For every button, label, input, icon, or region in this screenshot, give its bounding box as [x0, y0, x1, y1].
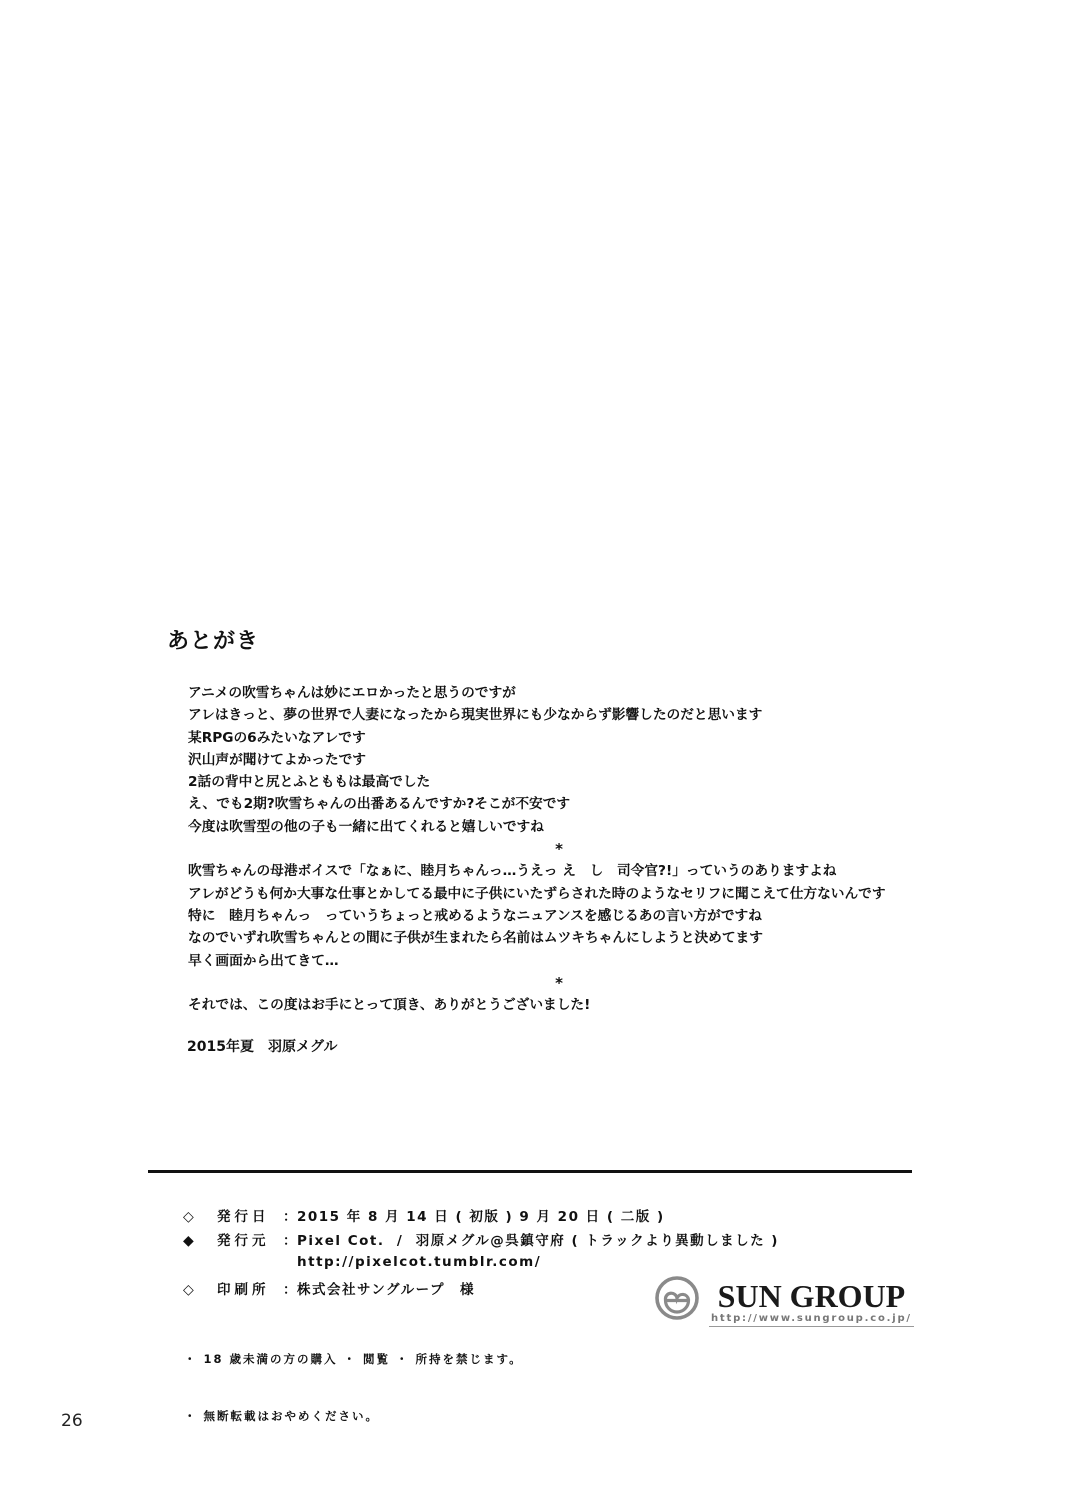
colophon-row-publisher	[183, 1229, 779, 1253]
colophon-label: 印刷所	[217, 1281, 270, 1298]
afterword-line: 早く画面から出てきて…	[188, 952, 339, 969]
open-diamond-icon: ◇	[183, 1281, 194, 1298]
notice-line: ・ 無断転載はおやめください。	[184, 1409, 380, 1423]
colophon-value: 株式会社サングループ 様	[297, 1281, 475, 1298]
legal-notices	[184, 1312, 523, 1464]
afterword-line: アニメの吹雪ちゃんは妙にエロかったと思うのですが	[188, 685, 516, 701]
colophon-label: 発行元	[217, 1233, 270, 1250]
colophon-separator: ：	[283, 1209, 298, 1225]
publisher-url: http://pixelcot.tumblr.com/	[297, 1253, 542, 1270]
open-diamond-icon: ◇	[183, 1209, 194, 1225]
afterword-line: それでは、この度はお手にとって頂き、ありがとうございました!	[188, 997, 591, 1014]
notice-line: ・ 18 歳未満の方の購入 ・ 閲覧 ・ 所持を禁じます。	[184, 1352, 523, 1366]
afterword-line: アレがどうも何か大事な仕事とかしてる最中に子供にいたずらされた時のようなセリフに聞こえて仕方ないんです	[188, 885, 886, 902]
printer-logo-text	[709, 1280, 914, 1327]
colophon-value: 2015 年 8 月 14 日 ( 初版 ) 9 月 20 日 ( 二版 )	[297, 1209, 665, 1225]
afterword-body	[188, 682, 930, 1016]
divider-rule	[148, 1170, 912, 1173]
page-title: あとがき	[167, 629, 260, 654]
colophon-row-publish-date	[183, 1205, 779, 1229]
printer-logo-url: http://www.sungroup.co.jp/	[709, 1313, 914, 1327]
printer-logo	[654, 1272, 914, 1327]
afterword-line: 吹雪ちゃんの母港ボイスで「なぁに、睦月ちゃんっ…うえっ え し 司令官?!」っていうのありますよね	[188, 863, 837, 880]
afterword-line: 2話の背中と尻とふとももは最高でした	[188, 774, 431, 791]
afterword-line: 今度は吹雪型の他の子も一緒に出てくれると嬉しいですね	[188, 818, 544, 835]
section-separator-asterisk: *	[555, 973, 563, 992]
colophon-separator: ：	[283, 1281, 298, 1298]
afterword-line: え、でも2期?吹雪ちゃんの出番あるんですか?そこが不安です	[188, 796, 571, 813]
afterword-line: 特に 睦月ちゃんっ っていうちょっと戒めるようなニュアンスを感じるあの言い方がですね	[188, 907, 762, 924]
colophon-label: 発行日	[217, 1209, 270, 1225]
afterword-line: なのでいずれ吹雪ちゃんとの間に子供が生まれたら名前はムツキちゃんにしようと決めてます	[188, 930, 763, 947]
afterword-line: 某RPGの6みたいなアレです	[188, 729, 366, 746]
filled-diamond-icon: ◆	[183, 1233, 194, 1250]
printer-logo-name: SUN GROUP	[717, 1278, 906, 1314]
afterword-line: 沢山声が聞けてよかったです	[188, 751, 366, 768]
colophon-value: Pixel Cot. / 羽原メグル@呉鎮守府 ( トラックより異動しました )	[297, 1233, 779, 1250]
page-number: 26	[61, 1411, 83, 1431]
sun-group-emblem-icon	[654, 1275, 700, 1325]
author-signature: 2015年夏 羽原メグル	[187, 1039, 338, 1055]
colophon-separator: ：	[283, 1233, 298, 1250]
section-separator-asterisk: *	[555, 840, 563, 859]
afterword-line: アレはきっと、夢の世界で人妻になったから現実世界にも少なからず影響したのだと思います	[188, 707, 763, 724]
